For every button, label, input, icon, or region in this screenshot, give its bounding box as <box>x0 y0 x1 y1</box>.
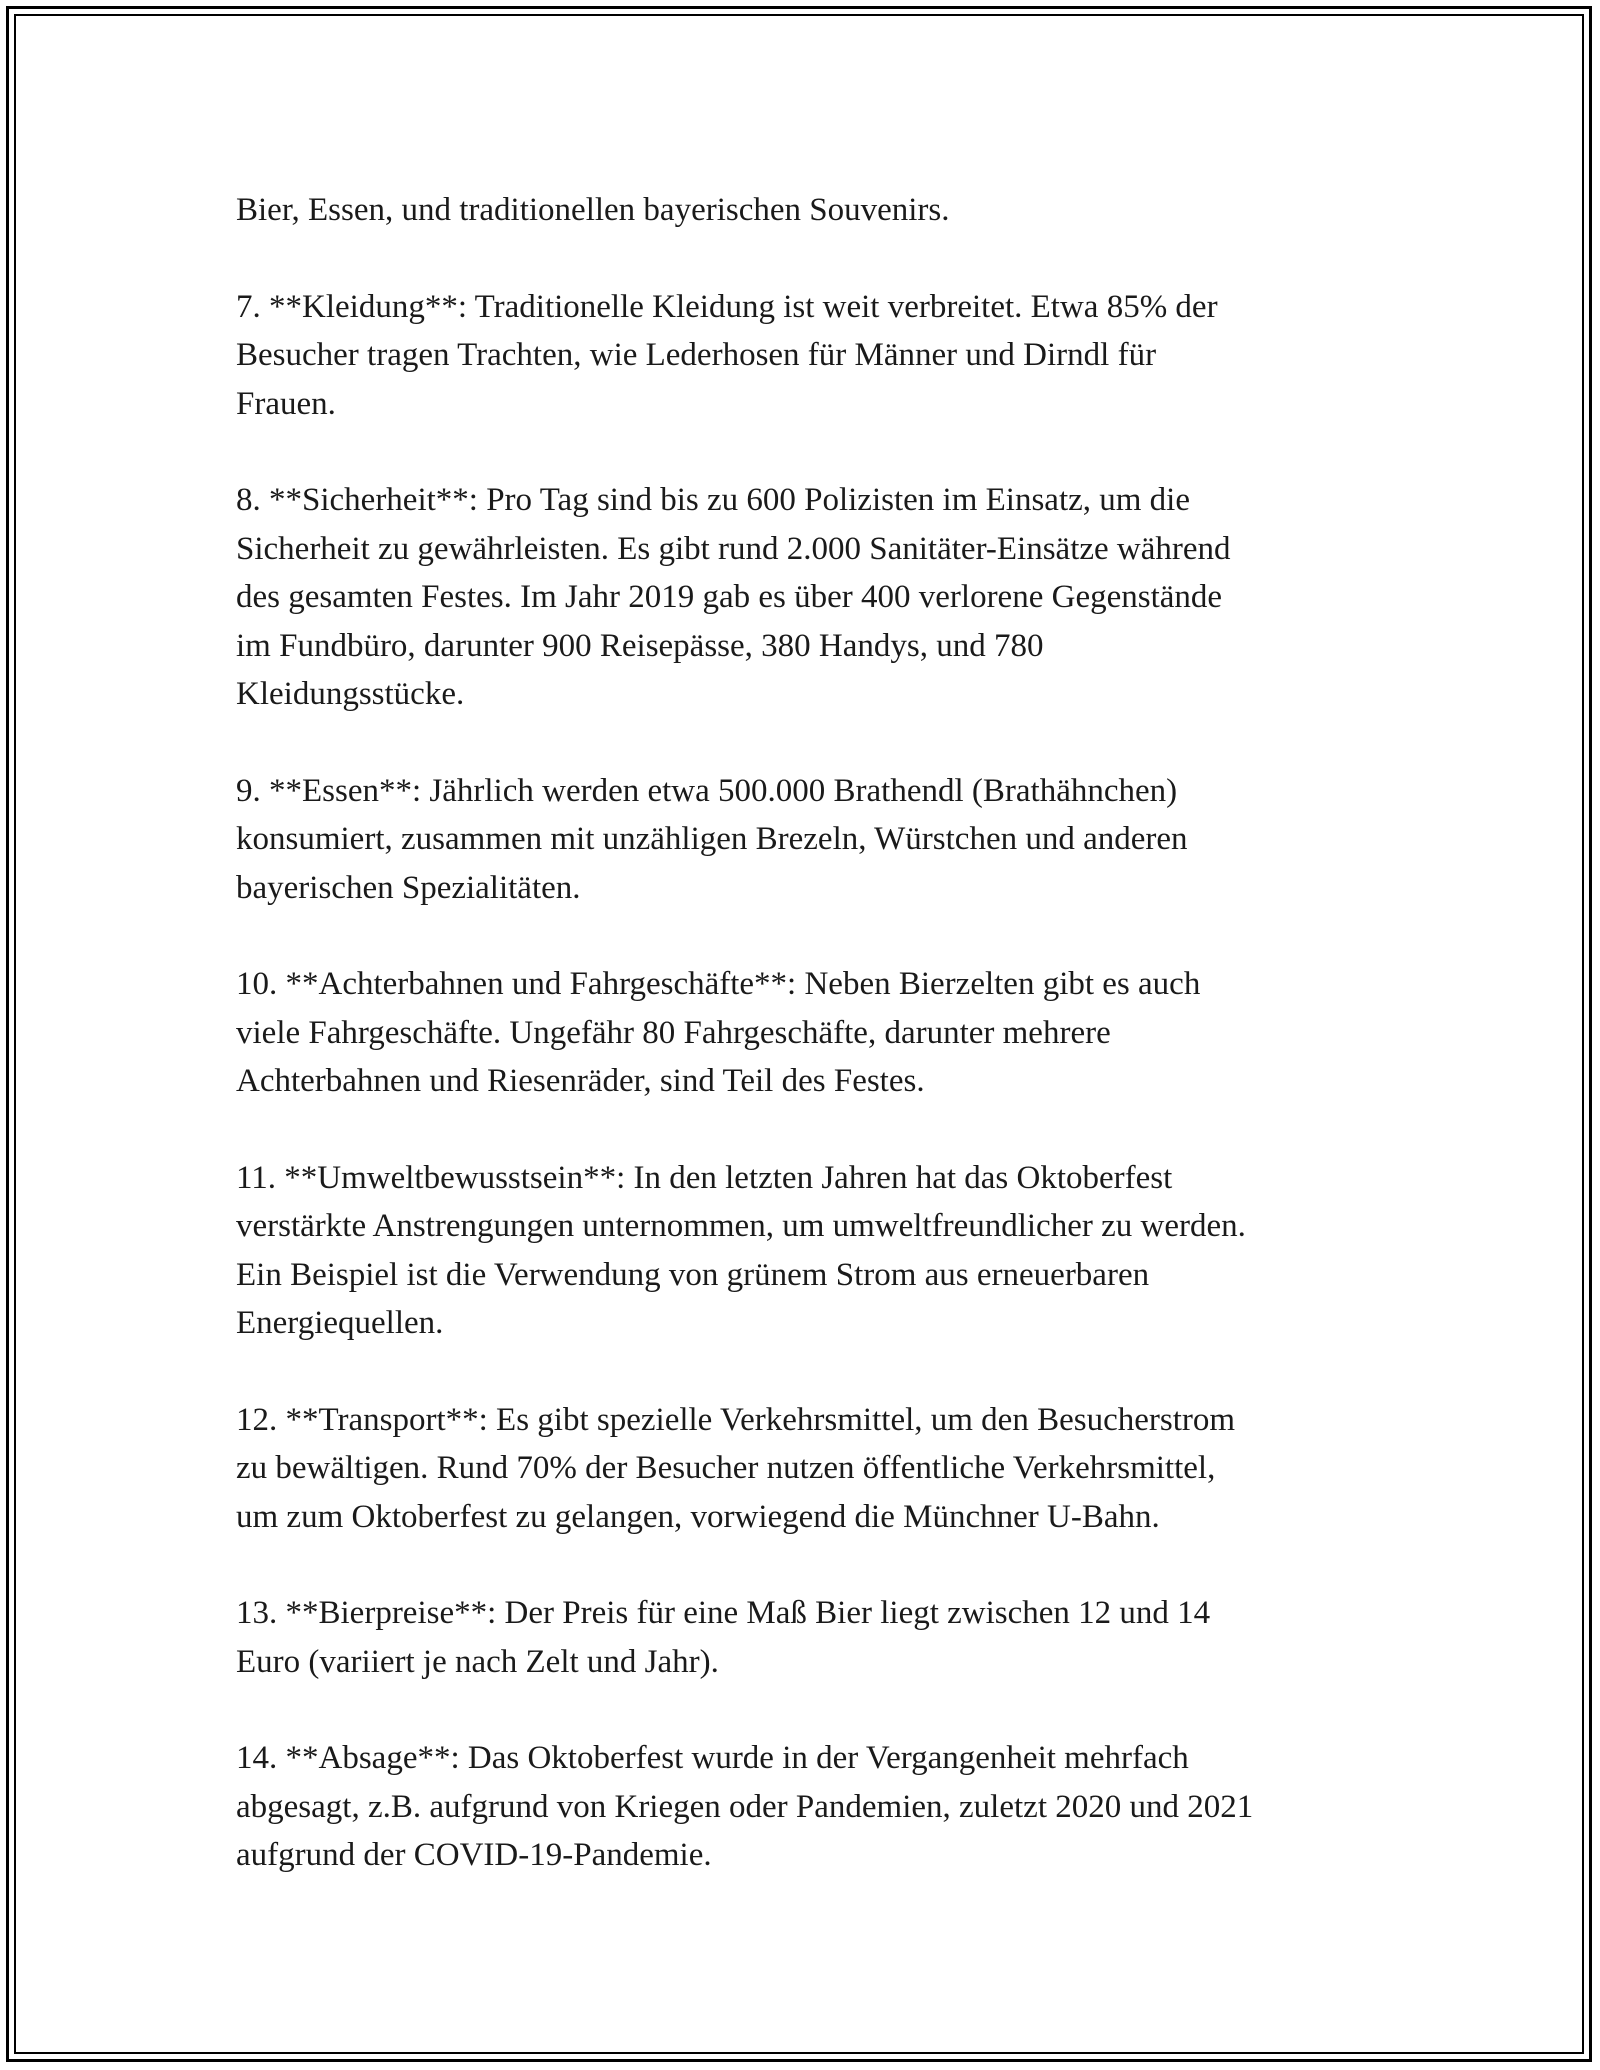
paragraph-absage: 14. **Absage**: Das Oktoberfest wurde in der Vergangenheit mehrfach abgesagt, z.B. aufgrund von Kriegen oder Pandemien, zuletzt 2020 und 2021 aufgrund der COVID-19-Pandemie. <box>236 1740 1254 1873</box>
paragraph-bierpreise: 13. **Bierpreise**: Der Preis für eine Maß Bier liegt zwischen 12 und 14 Euro (variiert je nach Zelt und Jahr). <box>236 1595 1211 1680</box>
paragraph-umweltbewusstsein: 11. **Umweltbewusstsein**: In den letzten Jahren hat das Oktoberfest verstärkte Anstrengungen unternommen, um umweltfreundlicher zu werden. Ein Beispiel ist die Verwendung von grünem Strom aus erneuerbaren Energiequellen. <box>236 1159 1246 1341</box>
paragraph-souvenirs-continuation: Bier, Essen, und traditionellen bayerischen Souvenirs. <box>236 192 950 228</box>
paragraph-sicherheit: 8. **Sicherheit**: Pro Tag sind bis zu 600 Polizisten im Einsatz, um die Sicherheit zu gewährleisten. Es gibt rund 2.000 Sanitäter-Einsätze während des gesamten Festes. Im Jahr 2019 gab es über 400 verlorene Gegenstände im Fundbüro, darunter 900 Reisepässe, 380 Handys, und 780 Kleidungsstücke. <box>236 482 1231 712</box>
paragraph-kleidung: 7. **Kleidung**: Traditionelle Kleidung ist weit verbreitet. Etwa 85% der Besucher tragen Trachten, wie Lederhosen für Männer und Dirndl für Frauen. <box>236 288 1218 422</box>
paragraph-achterbahnen: 10. **Achterbahnen und Fahrgeschäfte**: Neben Bierzelten gibt es auch viele Fahrgeschäfte. Ungefähr 80 Fahrgeschäfte, darunter mehrere Achterbahnen und Riesenräder, sind Teil des Festes. <box>236 966 1201 1099</box>
document-body <box>236 186 1376 1928</box>
paragraph-essen: 9. **Essen**: Jährlich werden etwa 500.000 Brathendl (Brathähnchen) konsumiert, zusammen mit unzähligen Brezeln, Würstchen und anderen bayerischen Spezialitäten. <box>236 772 1188 906</box>
paragraph-transport: 12. **Transport**: Es gibt spezielle Verkehrsmittel, um den Besucherstrom zu bewältigen. Rund 70% der Besucher nutzen öffentliche Verkehrsmittel, um zum Oktoberfest zu gelangen, vorwiegend die Münchner U-Bahn. <box>236 1401 1236 1535</box>
